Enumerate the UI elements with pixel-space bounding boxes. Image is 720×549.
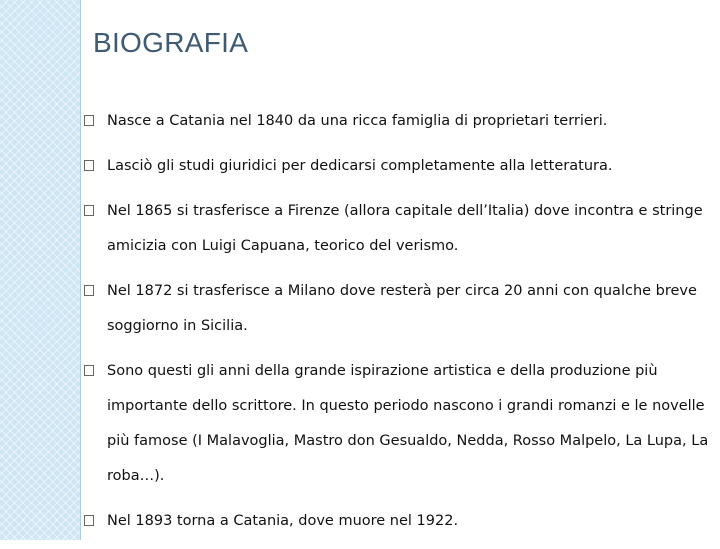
bullet-box-icon <box>84 205 94 216</box>
bullet-text: Sono questi gli anni della grande ispirazione artistica e della produzione più importante dello scrittore. In questo periodo nascono i grandi romanzi e le novelle più famose (I Malavoglia, Mastro don Gesualdo, Nedda, Rosso Malpelo, La Lupa, La roba…). <box>107 363 709 484</box>
bullet-item <box>84 504 714 539</box>
bullet-text: Nasce a Catania nel 1840 da una ricca famiglia di proprietari terrieri. <box>107 113 608 129</box>
slide-title: BIOGRAFIA <box>93 27 249 58</box>
decorative-side-stripe <box>0 0 80 540</box>
bullet-box-icon <box>84 285 94 296</box>
stripe-divider <box>80 0 81 540</box>
bullet-text: Nel 1893 torna a Catania, dove muore nel 1922. <box>107 513 459 529</box>
bullet-item <box>84 274 714 344</box>
bullet-box-icon <box>84 365 94 376</box>
bullet-text: Lasciò gli studi giuridici per dedicarsi completamente alla letteratura. <box>107 158 613 174</box>
bullet-box-icon <box>84 515 94 526</box>
bullet-item <box>84 104 714 139</box>
bullet-box-icon <box>84 115 94 126</box>
bullet-item <box>84 149 714 184</box>
bullet-item <box>84 194 714 264</box>
bullet-item <box>84 354 714 494</box>
bullet-text: Nel 1872 si trasferisce a Milano dove resterà per circa 20 anni con qualche breve soggiorno in Sicilia. <box>107 283 697 334</box>
bullet-list <box>84 104 714 549</box>
bullet-text: Nel 1865 si trasferisce a Firenze (allora capitale dell’Italia) dove incontra e stringe amicizia con Luigi Capuana, teorico del verismo. <box>107 203 703 254</box>
bullet-box-icon <box>84 160 94 171</box>
